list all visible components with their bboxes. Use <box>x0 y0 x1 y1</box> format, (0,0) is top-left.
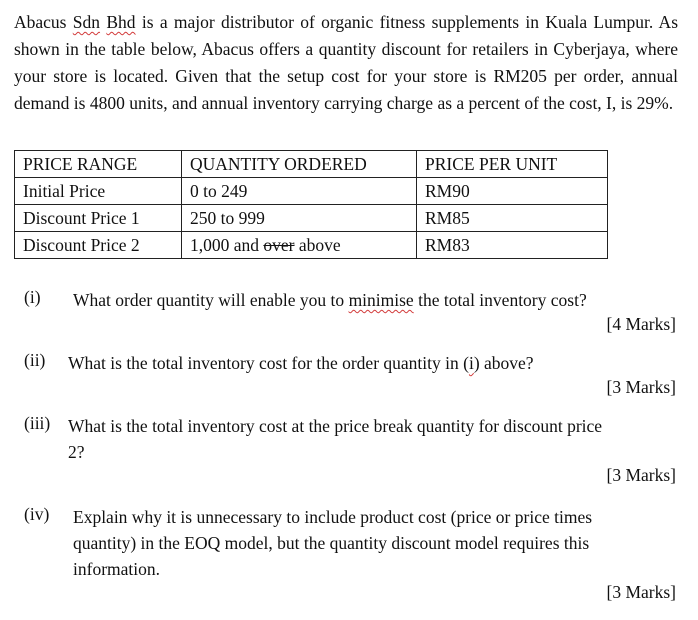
question-text-post: ) above? <box>473 353 534 373</box>
cell-range: Initial Price <box>15 178 182 205</box>
question-text-squiggle: i <box>468 353 474 373</box>
cell-quantity <box>182 232 417 259</box>
cell-quantity-text: 1,000 and <box>190 234 264 255</box>
question-text-pre: What order quantity will enable you to <box>73 290 349 310</box>
question-text <box>73 287 587 313</box>
company-bhd: Bhd <box>106 12 136 32</box>
question-number: (iii) <box>24 413 51 433</box>
cell-quantity-tail: above <box>294 234 341 255</box>
marks-label: [3 Marks] <box>606 377 676 397</box>
header-price-range: PRICE RANGE <box>15 151 182 178</box>
table-header-row <box>15 151 608 178</box>
marks-label: [3 Marks] <box>606 465 676 485</box>
cell-range: Discount Price 2 <box>15 232 182 259</box>
struck-word: over <box>263 234 295 255</box>
question-text-line3: information. <box>73 559 160 579</box>
intro-paragraph <box>14 9 678 117</box>
question-text-line2: quantity) in the EOQ model, but the quantity discount model requires this <box>73 533 590 553</box>
intro-text: is a major distributor of organic fitness supplements in Kuala Lumpur. As shown in the table below, Abacus offers a quantity discount for retailers in Cyberjaya, where your store is located. Given that the setup cost for your store is RM205 per order, annual demand is 4800 units, and annual inventory carrying charge as a percent of the cost, I, is 29%. <box>14 12 678 113</box>
question-number: (ii) <box>24 350 46 370</box>
cell-price: RM83 <box>417 232 608 259</box>
question-text-squiggle: minimise <box>348 290 414 310</box>
question-text-pre: What is the total inventory cost for the order quantity in ( <box>68 353 469 373</box>
header-quantity-ordered: QUANTITY ORDERED <box>182 151 417 178</box>
question-text-line1: What is the total inventory cost at the price break quantity for discount price <box>68 416 603 436</box>
table-row <box>15 178 608 205</box>
cell-price: RM90 <box>417 178 608 205</box>
question-text-post: the total inventory cost? <box>413 290 587 310</box>
header-price-per-unit: PRICE PER UNIT <box>417 151 608 178</box>
marks-label: [4 Marks] <box>606 314 676 334</box>
company-sdn: Sdn <box>72 12 101 32</box>
marks-label: [3 Marks] <box>606 582 676 602</box>
question-text <box>68 350 534 376</box>
cell-price: RM85 <box>417 205 608 232</box>
price-table <box>14 150 608 259</box>
cell-quantity: 250 to 999 <box>182 205 417 232</box>
table-row <box>15 205 608 232</box>
question-number: (i) <box>24 287 41 307</box>
cell-quantity: 0 to 249 <box>182 178 417 205</box>
table-row <box>15 232 608 259</box>
company-name: Abacus <box>14 12 67 32</box>
question-number: (iv) <box>24 504 50 524</box>
question-text-line2: 2? <box>68 442 85 462</box>
question-text-line1: Explain why it is unnecessary to include product cost (price or price times <box>73 507 593 527</box>
cell-range: Discount Price 1 <box>15 205 182 232</box>
